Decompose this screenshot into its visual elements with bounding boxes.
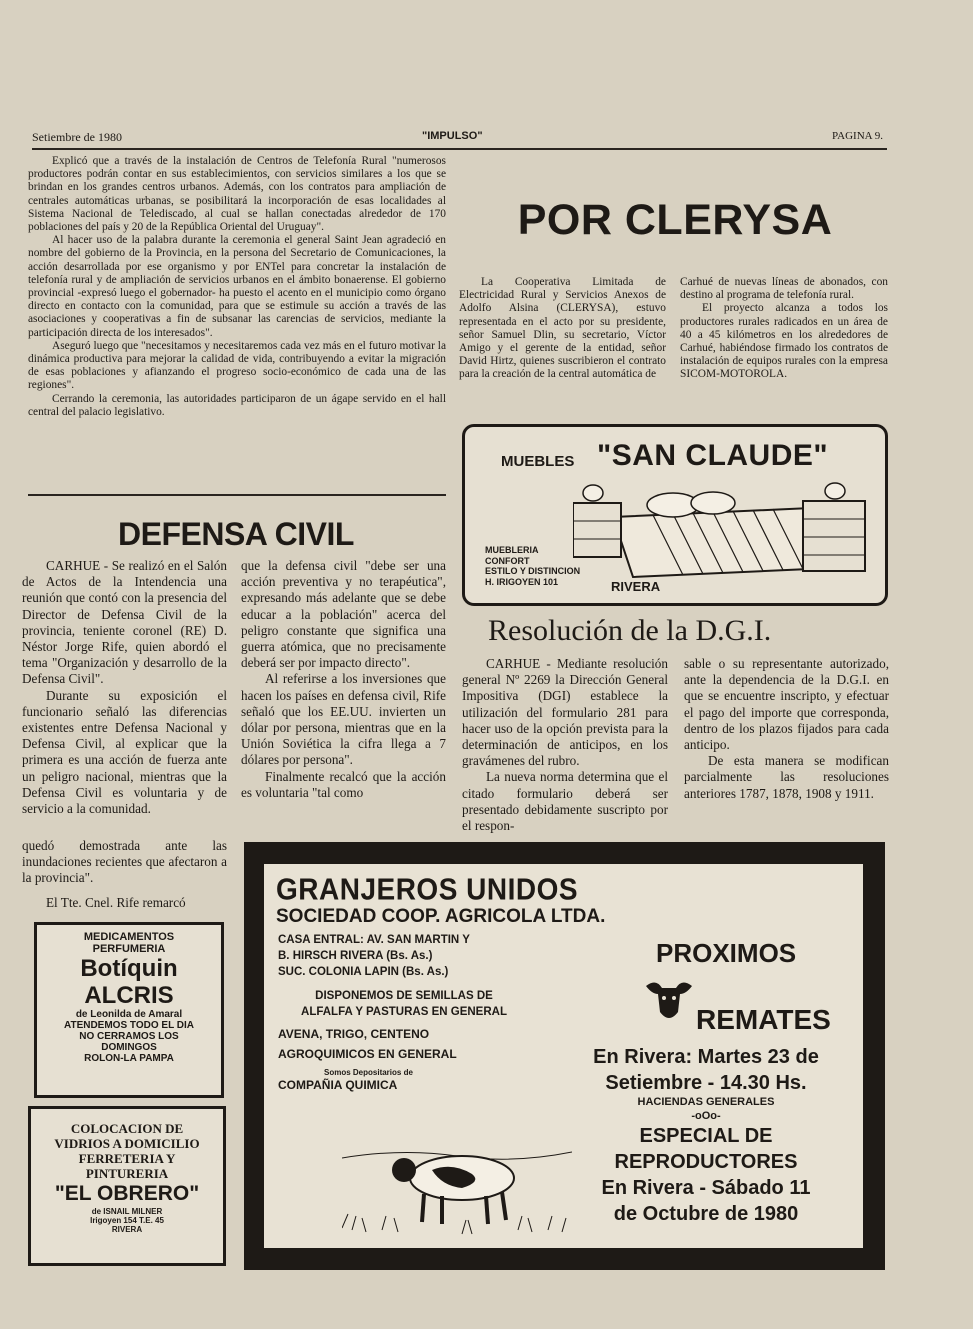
san-claude-town: RIVERA — [611, 579, 661, 594]
san-claude-prefix: MUEBLES — [501, 453, 575, 470]
bedroom-furniture-illustration — [573, 477, 873, 587]
lead-paragraph-4: Cerrando la ceremonia, las autoridades participaron de un ágape servido en el hall central del palacio legislativo. — [28, 392, 446, 418]
san-claude-name: "SAN CLAUDE" — [597, 439, 829, 472]
bull-head-icon — [642, 976, 696, 1026]
lead-article — [28, 155, 446, 419]
dgi-column-1: CARHUE - Mediante resolución general Nº 2269 la Dirección General Impositiva (DGI) establece la utilización del formulario 281 para hacer uso de la opción prevista para la determinación de anticipos, en los gravámenes del rubro. La nueva norma determina que el citado formulario deberá ser presentado debidamente suscripto por el respon- — [462, 656, 668, 834]
alcris-ad: MEDICAMENTOS PERFUMERIA Botíquin ALCRIS de Leonilda de Amaral ATENDEMOS TODO EL DIA NO CERRAMOS LOS DOMINGOS ROLON-LA PAMPA — [34, 922, 224, 1098]
alcris-name-line-2: ALCRIS — [84, 982, 174, 1009]
defensa-civil-tail: quedó demostrada ante las inundaciones recientes que afectaron a la provincia". El Tte. Cnel. Rife remarcó — [22, 838, 227, 910]
granjeros-products: AVENA, TRIGO, CENTENO AGROQUIMICOS EN GENERAL — [278, 1027, 457, 1061]
cattle-illustration — [342, 1118, 572, 1244]
defensa-civil-title: DEFENSA CIVIL — [118, 516, 354, 552]
lead-paragraph-3: Aseguró luego que "necesitamos y necesitaremos cada vez más en el futuro motivar la dinámica productiva para mejorar la calidad de vida, contribuyendo a evitar la migración de esas poblaciones y afianzando el progreso socio-económico de cada una de las regiones". — [28, 339, 446, 392]
remate-schedule: En Rivera: Martes 23 de Setiembre - 14.30 Hs. HACIENDAS GENERALES -oOo- ESPECIAL DE REPRODUCTORES En Rivera - Sábado 11 de Octubre de 1980 — [593, 1046, 819, 1225]
clerysa-title: POR CLERYSA — [517, 196, 833, 244]
lead-paragraph-1: Explicó que a través de la instalación de Centros de Telefonía Rural "numerosos productores podrán contar en sus establecimientos, con servicios similares a los que se brindan en los grandes centros urbanos. Además, con los contratos para ampliación de centrales automáticas urbanas, se posibilitará la incorporación de esas localidades al Sistema Nacional de Telediscado, al cual se hallan conectadas alrededor de 170 poblaciones del país y 20 de la República Oriental del Uruguay". — [28, 155, 446, 234]
remates-label: REMATES — [696, 1004, 831, 1035]
header-paper-name: "IMPULSO" — [422, 130, 483, 142]
granjeros-addresses: CASA ENTRAL: AV. SAN MARTIN Y B. HIRSCH RIVERA (Bs. As.) SUC. COLONIA LAPIN (Bs. As.) — [278, 934, 470, 978]
granjeros-title: GRANJEROS UNIDOS — [276, 872, 579, 907]
dgi-column-2: sable o su representante autorizado, ante la dependencia de la D.G.I. en que se encuentre inscripto, y efectuar el pago del importe que corresponda, dentro de los plazos fijados para cada anticipo. De esta manera se modifican parcialmente las resoluciones anteriores 1787, 1878, 1908 y 1911. — [684, 656, 889, 801]
defensa-civil-column-2: que la defensa civil "debe ser una acción preventiva y no terapéutica", expresando más adelante que se debe educar a la población" acerca del peligro constante que significa una guerra atómica, que no precisamente deberá ser por impacto directo". Al referirse a los inversiones que hacen los países en defensa civil, Rife señaló que los EE.UU. invierten un dólar por persona, mientras que en la Unión Soviética la cifra llega a 7 dólares por persona". Finalmente recalcó que la acción es voluntaria "tal como — [241, 558, 446, 800]
header-date: Setiembre de 1980 — [32, 130, 122, 144]
san-claude-details: MUEBLERIA CONFORT ESTILO Y DISTINCION H. IRIGOYEN 101 — [485, 545, 581, 587]
clerysa-column-2: Carhué de nuevas líneas de abonados, con destino al programa de telefonía rural. El proyecto alcanza a todos los productores rurales radicados en un área de 40 a 45 kilómetros en los alrededores de Carhué, habiéndose firmado los contratos de instalación de equipos rurales con la empresa SICOM-MOTOROLA. — [680, 276, 888, 381]
granjeros-unidos-ad — [244, 842, 885, 1270]
alcris-name-line-1: Botíquin — [80, 955, 178, 982]
granjeros-inner-panel: GRANJEROS UNIDOS SOCIEDAD COOP. AGRICOLA LTDA. CASA ENTRAL: AV. SAN MARTIN Y B. HIRSCH RIVERA (Bs. As.) SUC. COLONIA LAPIN (Bs. As.) DISPONEMOS DE SEMILLAS DE ALFALFA Y PASTURAS EN GENERAL AVENA, TRIGO, CENTENO AGROQUIMICOS EN GENERAL Somos Depositarios de COMPAÑIA QUIMICA PROXIMOS REMATES En Rivera: Martes 23 de Setiembre - 14.30 Hs. HACIENDAS GENERALES -oOo- ESPECIAL DE REPRODUCTORES En Rivera - Sábado 11 de Octubre de 1980 — [262, 862, 865, 1250]
clerysa-column-1: La Cooperativa Limitada de Electricidad Rural y Servicios Anexos de Adolfo Alsina (CLERYSA), estuvo representada en el acto por su presidente, señor Samuel Dlin, su secretario, Víctor Amigo y el gerente de la entidad, señor David Hirtz, quienes suscribieron el contrato para la creación de la central automática de — [459, 276, 666, 381]
san-claude-ad — [462, 424, 888, 606]
dgi-title: Resolución de la D.G.I. — [488, 614, 772, 647]
granjeros-offer: DISPONEMOS DE SEMILLAS DE ALFALFA Y PASTURAS EN GENERAL — [301, 990, 507, 1018]
lead-paragraph-2: Al hacer uso de la palabra durante la ceremonia el general Saint Jean agradeció en nombre del gobierno de la Provincia, en la persona del Secretario de Comunicaciones, la acción desarrollada por ese organismo y por ENTel para concretar la instalación de telefonía rural y de ampliación de servicios urbanos en el ámbito bonaerense. El gobierno provincial -expresó luego el gobernador- ha puesto el acento en el municipio como órgano directo en contacto con la comunidad, para que se estimule su acción a través de las asociaciones y cooperativas a fin de subsanar las carencias de servicios, mediante la participación directa de los interesados". — [28, 234, 446, 339]
page-header — [32, 128, 887, 150]
granjeros-subtitle: SOCIEDAD COOP. AGRICOLA LTDA. — [276, 906, 606, 927]
lead-article-rule — [28, 494, 446, 496]
proximos-label: PROXIMOS — [656, 938, 797, 968]
el-obrero-ad: COLOCACION DE VIDRIOS A DOMICILIO FERRETERIA Y PINTURERIA "EL OBRERO" de ISNAIL MILNER Irigoyen 154 T.E. 45 RIVERA — [28, 1106, 226, 1266]
defensa-civil-column-1: CARHUE - Se realizó en el Salón de Actos de la Intendencia una reunión que contó con la presencia del Director de Defensa Civil de la provincia, teniente coronel (RE) D. Néstor Jorge Rife, quien abordó el tema "Organización y desarrollo de la Defensa Civil". Durante su exposición el funcionario señaló las diferencias existentes entre Defensa Nacional y Defensa Civil, al explicar que la primera es una acción de fuerza ante un peligro nacional, mientras que la Defensa Civil es voluntaria y de servicio a la comunidad. — [22, 558, 227, 817]
el-obrero-name: "EL OBRERO" — [54, 1182, 200, 1205]
header-page-number: PAGINA 9. — [832, 130, 883, 142]
